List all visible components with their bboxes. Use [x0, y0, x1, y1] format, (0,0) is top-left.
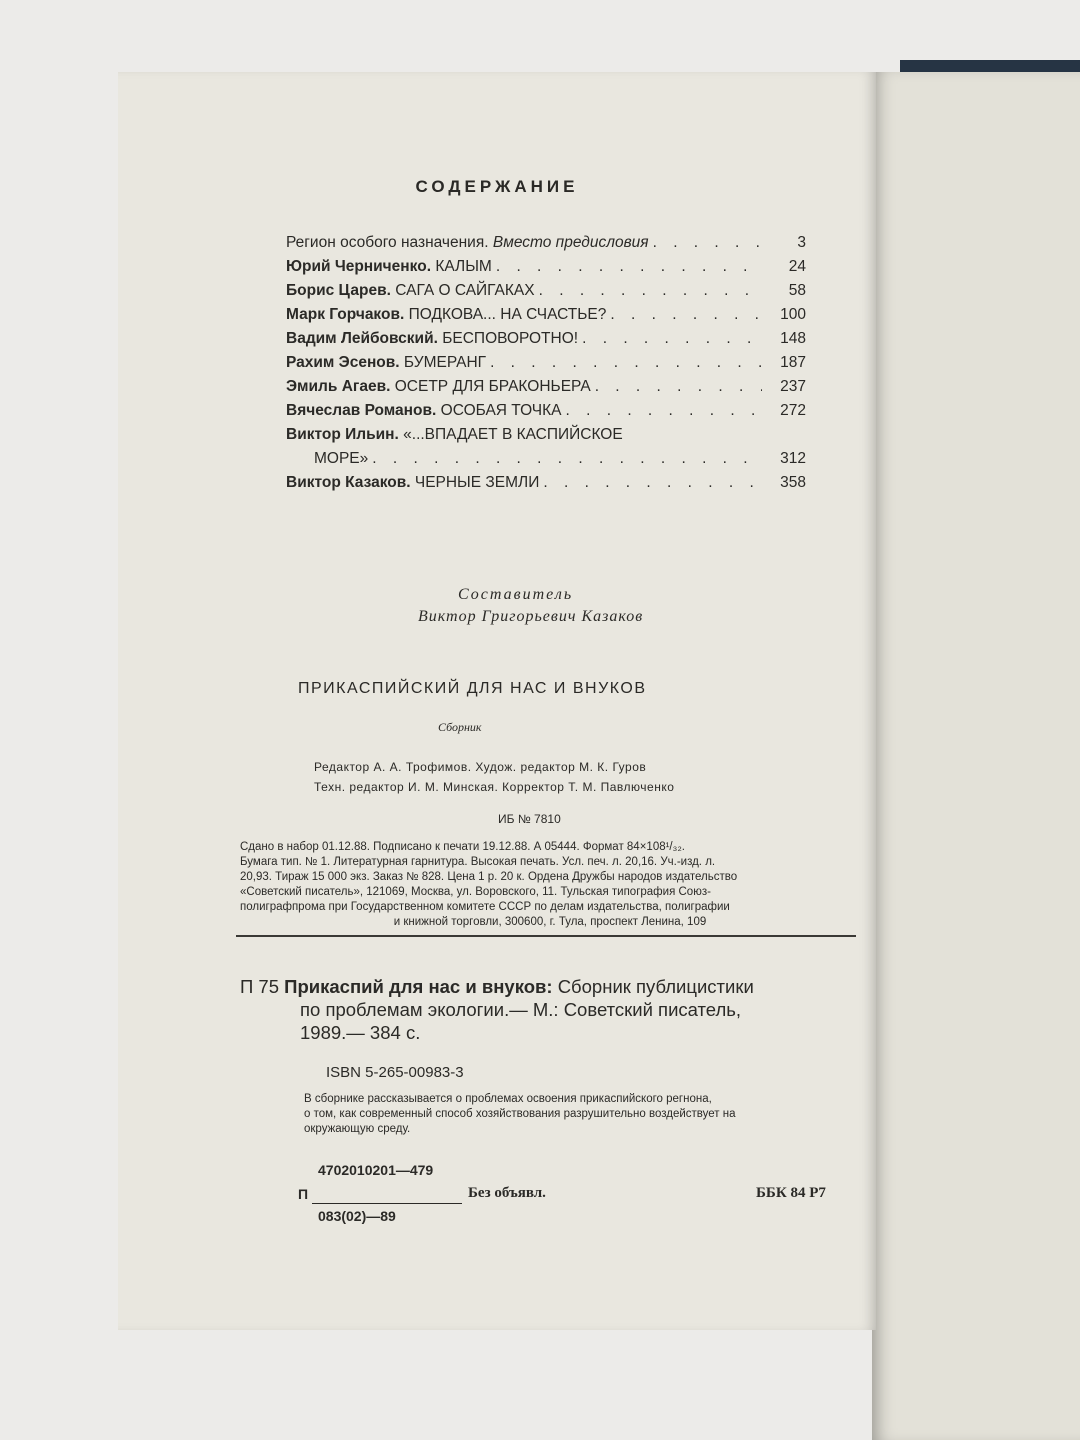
toc-entry [286, 474, 806, 498]
toc-entry [286, 402, 806, 426]
toc-entry-author: Вячеслав Романов. [286, 402, 437, 419]
index-code-fraction-line [312, 1203, 462, 1204]
toc-entry-title: САГА О САЙГАКАХ [395, 282, 535, 299]
toc-leader-dots [610, 306, 762, 324]
toc-entry-page: 187 [780, 354, 806, 371]
index-code-denominator: 083(02)—89 [318, 1208, 396, 1224]
toc-leader-dots [595, 378, 762, 396]
divider [236, 935, 856, 937]
toc-leader-dots [496, 258, 762, 276]
tech-editors-line: Техн. редактор И. М. Минская. Корректор Т. М. Павлюченко [314, 780, 675, 794]
toc-entry-author: Борис Царев. [286, 282, 391, 299]
catalog-title: Прикаспий для нас и внуков: [284, 976, 553, 997]
toc-entry-author: Юрий Черниченко. [286, 258, 431, 275]
toc-entry-page: 58 [788, 282, 806, 299]
index-code-prefix: П [298, 1186, 309, 1202]
toc-leader-dots [543, 474, 762, 492]
toc-entry-title: ПОДКОВА... НА СЧАСТЬЕ? [408, 306, 607, 323]
bbk-code: ББК 84 Р7 [756, 1185, 826, 1201]
toc-entry-page: 100 [780, 306, 806, 323]
catalog-line: 1989.— 384 с. [300, 1022, 421, 1043]
toc-entry-page: 3 [797, 234, 806, 251]
toc-entry-title: «...ВПАДАЕТ В КАСПИЙСКОЕ [403, 426, 623, 443]
toc-leader-dots [565, 402, 762, 420]
ib-number: ИБ № 7810 [498, 812, 561, 826]
toc-leader-dots [582, 330, 762, 348]
book-title: ПРИКАСПИЙСКИЙ ДЛЯ НАС И ВНУКОВ [298, 680, 647, 697]
toc-entry [286, 378, 806, 402]
price-note: Без объявл. [468, 1185, 546, 1201]
catalog-line: по проблемам экологии.— М.: Советский писатель, [300, 999, 742, 1020]
index-code-numerator: 4702010201—479 [318, 1162, 434, 1178]
toc-entry [286, 234, 806, 258]
annotation [304, 1092, 864, 1137]
toc-entry [286, 258, 806, 282]
toc-entry-page: 237 [780, 378, 806, 395]
toc-entry-title: ОСОБАЯ ТОЧКА [440, 402, 562, 419]
toc-entry [286, 330, 806, 354]
editors-line: Редактор А. А. Трофимов. Худож. редактор М. К. Гуров [314, 760, 647, 774]
catalog-subtitle: Сборник публицистики [557, 976, 754, 997]
imprint-line: и книжной торговли, 300600, г. Тула, проспект Ленина, 109 [393, 916, 707, 928]
book-page [118, 72, 876, 1330]
toc-entry-continuation [286, 450, 806, 474]
toc-entry-title: ЧЕРНЫЕ ЗЕМЛИ [414, 474, 540, 491]
toc-entry-author: Марк Горчаков. [286, 306, 405, 323]
imprint-line: 20,93. Тираж 15 000 экз. Заказ № 828. Цена 1 р. 20 к. Ордена Дружбы народов издательство [240, 871, 738, 883]
toc-entry-note: Вместо предисловия [492, 234, 649, 251]
toc-entry-title: КАЛЫМ [435, 258, 492, 275]
catalog-card [240, 975, 870, 1044]
annotation-line: окружающую среду. [304, 1123, 411, 1135]
isbn: ISBN 5-265-00983-3 [326, 1064, 464, 1081]
toc-entry-page: 358 [780, 474, 806, 491]
imprint-line: «Советский писатель», 121069, Москва, ул. Воровского, 11. Тульская типография Союз- [240, 886, 711, 898]
toc-entry-title: БЕСПОВОРОТНО! [442, 330, 579, 347]
annotation-line: В сборнике рассказывается о проблемах освоения прикаспийского регнона, [304, 1093, 712, 1105]
imprint [240, 840, 860, 930]
imprint-line: полиграфпрома при Государственном комитете СССР по делам издательства, полиграфии [240, 901, 730, 913]
toc-entry-author: Вадим Лейбовский. [286, 330, 438, 347]
compiler-name: Виктор Григорьевич Казаков [418, 608, 644, 625]
imprint-line: Бумага тип. № 1. Литературная гарнитура. Высокая печать. Усл. печ. л. 20,16. Уч.-изд. л. [240, 856, 716, 868]
catalog-code: П 75 [240, 976, 280, 997]
toc-title: СОДЕРЖАНИЕ [415, 177, 579, 196]
toc-entry-title: ОСЕТР ДЛЯ БРАКОНЬЕРА [394, 378, 591, 395]
toc-leader-dots [539, 282, 762, 300]
toc-entry [286, 354, 806, 378]
toc-entry [286, 426, 806, 450]
annotation-line: о том, как современный способ хозяйствования разрушительно воздействует на [304, 1108, 736, 1120]
toc-entry-page: 312 [780, 450, 806, 467]
toc-entry-page: 24 [788, 258, 806, 275]
table-of-contents [286, 234, 806, 498]
toc-entry-title: Регион особого назначения. [286, 234, 489, 251]
toc-entry-title: БУМЕРАНГ [403, 354, 487, 371]
toc-entry [286, 306, 806, 330]
toc-leader-dots [372, 450, 762, 468]
toc-entry-author: Виктор Казаков. [286, 474, 411, 491]
catalog-line [240, 975, 870, 998]
facing-page [872, 72, 1080, 1440]
compiler-role: Составитель [458, 586, 574, 603]
toc-entry-author: Рахим Эсенов. [286, 354, 400, 371]
toc-entry-page: 148 [780, 330, 806, 347]
toc-entry-author: Эмиль Агаев. [286, 378, 391, 395]
toc-entry-author: Виктор Ильин. [286, 426, 399, 443]
toc-leader-dots [653, 234, 762, 252]
imprint-line: Сдано в набор 01.12.88. Подписано к печати 19.12.88. А 05444. Формат 84×108¹/₃₂. [240, 841, 685, 853]
book-type: Сборник [438, 720, 482, 734]
toc-entry-page: 272 [780, 402, 806, 419]
toc-leader-dots [490, 354, 762, 372]
toc-entry [286, 282, 806, 306]
toc-entry-title: МОРЕ» [314, 450, 369, 467]
